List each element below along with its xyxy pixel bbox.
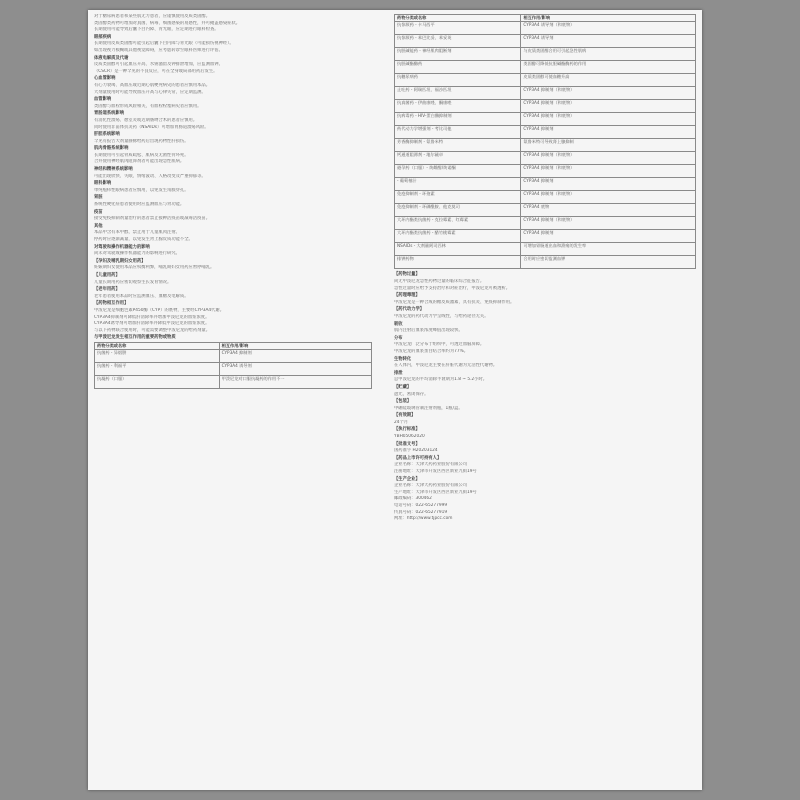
table-row	[95, 363, 372, 376]
paragraph: 传真号码：022-65277919	[394, 509, 448, 515]
paragraph: 甲泼尼龙是细胞色素P450酶（CYP）的底物，主要经CYP3A4代谢。	[94, 307, 225, 313]
table-header-row	[95, 342, 372, 349]
section-heading: 疫苗	[94, 209, 103, 215]
paragraph: 长期使用可能导致后囊下白内障、青光眼，应定期进行眼科检查。	[94, 27, 219, 33]
paragraph: 遮光，密闭保存。	[394, 391, 429, 397]
section-heading: 【药代动力学】	[394, 307, 425, 313]
section-heading: 肝胆系统影响	[94, 132, 120, 138]
paragraph: 长期使用皮质类固醇可能引起后囊下白内障与青光眼（可能损伤视神经）。	[94, 41, 234, 47]
table-cell: 钙通道阻滞剂 - 地尔硫卓	[395, 152, 521, 165]
paragraph: 同时使用非甾体抗炎药（NSAIDs）可增加胃肠道溃疡风险。	[94, 124, 209, 130]
paragraph: 儿童长期用药应密切观察生长发育情况。	[94, 279, 172, 285]
section-heading: 肌肉骨骼系统影响	[94, 146, 129, 152]
table-cell: CYP3A4 抑制剂	[219, 350, 371, 363]
paragraph: 甲泼尼龙是一种合成的糖皮质激素，具有抗炎、免疫抑制作用。	[394, 299, 515, 305]
paragraph: 有消化性溃疡、憩室炎或近期肠吻合术的患者应慎用。	[94, 117, 198, 123]
paragraph: 网址：http://www.tjpcc.com	[394, 516, 453, 522]
table-row	[395, 243, 696, 256]
paragraph: CYP3A4抑制剂可降低肝清除率并增加甲泼尼龙的血浆浓度。	[94, 314, 210, 320]
section-heading: 【药理毒理】	[394, 293, 420, 299]
table-cell: 免疫抑制剂 - 环磷酰胺、他克莫司	[395, 204, 521, 217]
table-cell: CYP3A4 抑制剂（和底物）	[521, 100, 696, 113]
table-cell: 避孕药（口服）- 炔雌醇/炔诺酮	[395, 165, 521, 178]
table-header-row	[395, 15, 696, 22]
table-row	[395, 204, 696, 217]
table-cell: 抗菌药 - 异烟肼	[95, 350, 220, 363]
section-heading: 【包装】	[394, 399, 412, 405]
section-heading: 【有效期】	[394, 413, 416, 419]
section-heading: 吸收	[394, 321, 403, 327]
table-row	[395, 230, 696, 243]
table-cell: 大环内酯类抗菌药 - 克拉霉素、红霉素	[395, 217, 521, 230]
table-cell: CYP3A4 抑制剂（和底物）	[521, 165, 696, 178]
paragraph: 妊娠期妇女使用本品应权衡利弊，哺乳期妇女用药应暂停哺乳。	[94, 265, 215, 271]
right-text-blocks	[394, 272, 696, 522]
paragraph: 单纯疱疹性眼病患者应慎用，以免发生角膜穿孔。	[94, 187, 189, 193]
paragraph: 邮政编码：300462	[394, 496, 432, 502]
paragraph: 肌内注射后血浆浓度峰值出现较快。	[394, 328, 463, 334]
table-cell: 免疫抑制剂 - 环孢素	[395, 191, 521, 204]
section-heading: 【药品上市许可持有人】	[394, 455, 442, 461]
table-header-cell: 药物分类或名称	[395, 15, 521, 22]
paragraph: 系统性硬化症患者使用时应监测血压与肾功能。	[94, 202, 185, 208]
section-heading: 神经和精神系统影响	[94, 167, 133, 173]
paragraph: 甲泼尼龙的药代动力学呈线性，与给药途径无关。	[394, 313, 489, 319]
section-heading: 对驾驶和操作机器能力的影响	[94, 244, 150, 250]
table-row	[395, 256, 696, 269]
table-cell: 抗惊厥药 - 卡马西平	[395, 22, 521, 35]
paragraph: 如出现视力模糊或其他视觉障碍，应考虑转诊至眼科医师进行评估。	[94, 47, 223, 53]
table-row	[395, 152, 696, 165]
table-cell: 止吐药 - 阿瑞匹坦、福沙匹坦	[395, 87, 521, 100]
paragraph: 生产地址：天津市开发区西区新业九街19号	[394, 489, 477, 495]
table-row	[395, 165, 696, 178]
paragraph: 对于糖尿病患者和某些肌无力患者，应谨慎使用皮质类固醇。	[94, 14, 211, 19]
table-cell: 抗病毒药 - HIV-蛋白酶抑制剂	[395, 113, 521, 126]
section-heading: 【生产企业】	[394, 476, 420, 482]
paragraph: 类固醇类药物可增加对真菌、病毒、细菌感染的易感性，并可掩盖感染症状。	[94, 20, 241, 26]
table-cell: 甲泼尼龙对口服抗凝药的作用不一	[219, 376, 371, 389]
section-heading: 眼科影响	[94, 181, 112, 187]
table-row	[395, 139, 696, 152]
right-interaction-table	[394, 14, 696, 269]
table-cell: CYP3A4 抑制剂（和底物）	[521, 217, 696, 230]
paragraph: 电话号码：022-65277999	[394, 503, 448, 508]
paragraph: 企业名称：天津天药药业股份有限公司	[394, 462, 468, 468]
paragraph: 尚无甲泼尼龙急性药物过量的临床综合征报告。	[394, 279, 485, 284]
section-heading: 【批准文号】	[394, 441, 420, 447]
left-column	[94, 14, 372, 786]
section-heading: 【老年用药】	[94, 287, 120, 293]
paragraph: 有心力衰竭、高血压或近期心肌梗死病史的患者应慎用本品。	[94, 82, 211, 88]
paragraph: 接受免疫抑制剂量治疗的患者禁止接种活疫苗或减毒活疫苗。	[94, 216, 211, 222]
table-cell: CYP3A4 抑制剂（和底物）	[521, 152, 696, 165]
section-heading: 心血管影响	[94, 76, 116, 82]
table-cell: CYP3A4 抑制剂（和底物）	[521, 87, 696, 100]
paragraph: 尚未对驾驶或操作机器能力的影响进行研究。	[94, 251, 180, 257]
table-cell: NSAIDs - 大剂量阿司匹林	[395, 243, 521, 256]
paragraph: 合并使用神经肌肉阻滞剂者可能出现急性肌病。	[94, 159, 185, 165]
table-cell: 合用时应密切监测血钾	[521, 256, 696, 269]
section-heading: 排泄	[394, 370, 403, 376]
table-cell: CYP3A4 抑制剂	[521, 178, 696, 191]
table-row	[395, 48, 696, 61]
table-cell: 抗惊厥药 - 苯巴比妥、苯妥英	[395, 35, 521, 48]
paragraph: 与以下药物联合使用时，可能需要调整甲泼尼龙的给药剂量。	[94, 327, 211, 333]
paragraph: 企业名称：天津天药药业股份有限公司	[394, 483, 468, 489]
table-cell: 可增加胃肠道出血和溃疡的发生率	[521, 243, 696, 256]
left-text-blocks	[94, 14, 372, 334]
table-row	[395, 22, 696, 35]
paragraph: 注册地址：天津市开发区西区新业九街19号	[394, 469, 477, 475]
paragraph: 急性过量时应给予支持治疗和对症治疗，甲泼尼龙可被透析。	[394, 285, 511, 291]
table-cell: CYP3A4 抑制剂	[521, 230, 696, 243]
table-cell: CYP3A4 抑制剂（和底物）	[521, 113, 696, 126]
table-row	[395, 61, 696, 74]
table-row	[395, 35, 696, 48]
table-cell: - 葡萄柚汁	[395, 178, 521, 191]
table-cell: 抗胆碱能药 - 神经肌肉阻断剂	[395, 48, 521, 61]
table-header-cell: 药物分类或名称	[95, 342, 220, 349]
table-cell: CYP3A4 诱导剂	[521, 35, 696, 48]
table-cell: 药代动力学增强剂 - 考比司他	[395, 126, 521, 139]
table-row	[395, 87, 696, 100]
section-heading: 胃肠道系统影响	[94, 111, 125, 117]
table-cell: 抗凝药（口服）	[95, 376, 220, 389]
table-cell: 大环内酯类抗菌药 - 醋竹桃霉素	[395, 230, 521, 243]
section-heading: 【药物过量】	[394, 272, 420, 278]
table-cell: CYP3A4 诱导剂（和底物）	[521, 22, 696, 35]
table-cell: CYP3A4 抑制剂	[521, 126, 696, 139]
table-row	[395, 217, 696, 230]
paragraph: 甲泼尼龙的血浆蛋白结合率约为77%。	[394, 348, 469, 354]
table-header-cell: 相互作用/影响	[219, 342, 371, 349]
interaction-table-title: 与甲泼尼龙发生相互作用的重要药物或物质	[94, 335, 176, 341]
paragraph: 类固醇与血栓形成风险相关，有血栓栓塞病史者应慎用。	[94, 103, 202, 109]
section-heading: 肾脏	[94, 195, 103, 201]
drug-leaflet-sheet	[88, 10, 702, 790]
paragraph: 本品中含有苯甲醇，禁止用于儿童肌肉注射。	[94, 230, 180, 236]
table-cell: CYP3A4 抑制剂（和底物）	[521, 191, 696, 204]
section-heading: 【儿童用药】	[94, 272, 120, 278]
table-cell: CYP3A4 底物	[521, 204, 696, 217]
paragraph: 长期使用可引起骨质疏松、肌病及无菌性骨坏死。	[94, 152, 189, 158]
table-cell: 抗糖尿病药	[395, 74, 521, 87]
table-cell: 排钾药物	[395, 256, 521, 269]
table-cell: 抗真菌药 - 伊曲康唑、酮康唑	[395, 100, 521, 113]
table-header-cell: 相互作用/影响	[521, 15, 696, 22]
right-column	[394, 14, 696, 786]
paragraph: 老年患者使用本品时应监测血压、血糖及电解质。	[94, 293, 189, 299]
section-heading: 血管影响	[94, 97, 112, 103]
paragraph: 可能出现欣快、失眠、情绪波动、人格改变及严重抑郁等。	[94, 173, 206, 179]
table-row	[95, 376, 372, 389]
paragraph: 皮质类固醇可引起血压升高、水钠潴留及钾排泄增加，应监测血钾。	[94, 62, 223, 68]
section-heading: 【孕妇及哺乳期妇女用药】	[94, 258, 146, 264]
section-heading: 眼部疾病	[94, 34, 112, 40]
section-heading: 生物转化	[394, 356, 412, 362]
left-interaction-table	[94, 342, 372, 389]
paragraph: YBH05062020	[394, 434, 425, 440]
table-cell: CYP3A4 诱导剂	[219, 363, 371, 376]
table-row	[95, 350, 372, 363]
table-cell: 抗胆碱酯酶药	[395, 61, 521, 74]
paragraph: 罕见有报告大剂量静脉给药后出现药物性肝损伤。	[94, 138, 189, 144]
section-heading: 体液电解质及代谢	[94, 55, 129, 61]
paragraph: 停药时应逐渐减量，以免发生肾上腺皮质功能不全。	[94, 237, 193, 242]
section-heading: 分布	[394, 335, 403, 341]
table-row	[395, 113, 696, 126]
paragraph: 国药准字 H20203124	[394, 448, 438, 454]
paragraph: 总甲泼尼龙的平均消除半衰期为1.8 ~ 5.2小时。	[394, 377, 488, 383]
paragraph: 中硼硅玻璃管制注射剂瓶，1瓶/盒。	[394, 405, 463, 411]
table-row	[395, 100, 696, 113]
table-row	[395, 191, 696, 204]
table-row	[395, 74, 696, 87]
paragraph: 24个月	[394, 419, 409, 425]
table-row	[395, 126, 696, 139]
table-row	[395, 178, 696, 191]
paragraph: 在人体内，甲泼尼龙主要在肝脏代谢为无活性代谢物。	[394, 363, 498, 369]
table-cell: 抗菌药 - 利福平	[95, 363, 220, 376]
table-cell: 与皮质类固醇合用可引起急性肌病	[521, 48, 696, 61]
paragraph: 甲泼尼龙广泛分布于组织中，可透过血脑屏障。	[394, 342, 485, 348]
table-cell: 类固醇可降低抗胆碱酯酶药的作用	[521, 61, 696, 74]
paragraph: 大剂量使用时可能导致血压升高与心律失常，应定期监测。	[94, 89, 206, 95]
paragraph: CYP3A4诱导剂可增加肝清除率并降低甲泼尼龙的血浆浓度。	[94, 321, 210, 327]
section-heading: 【执行标准】	[394, 427, 420, 433]
paragraph: （CSCR）是一种罕见的不良反应，可在全身或局部用药后发生。	[94, 68, 218, 74]
section-heading: 【药物相互作用】	[94, 301, 129, 307]
table-cell: 氨鲁米特可导致肾上腺抑制	[521, 139, 696, 152]
table-cell: 皮质类固醇可使血糖升高	[521, 74, 696, 87]
section-heading: 其他	[94, 223, 103, 229]
section-heading: 【贮藏】	[394, 384, 412, 390]
table-cell: 芳香酶抑制剂 - 氨鲁米特	[395, 139, 521, 152]
